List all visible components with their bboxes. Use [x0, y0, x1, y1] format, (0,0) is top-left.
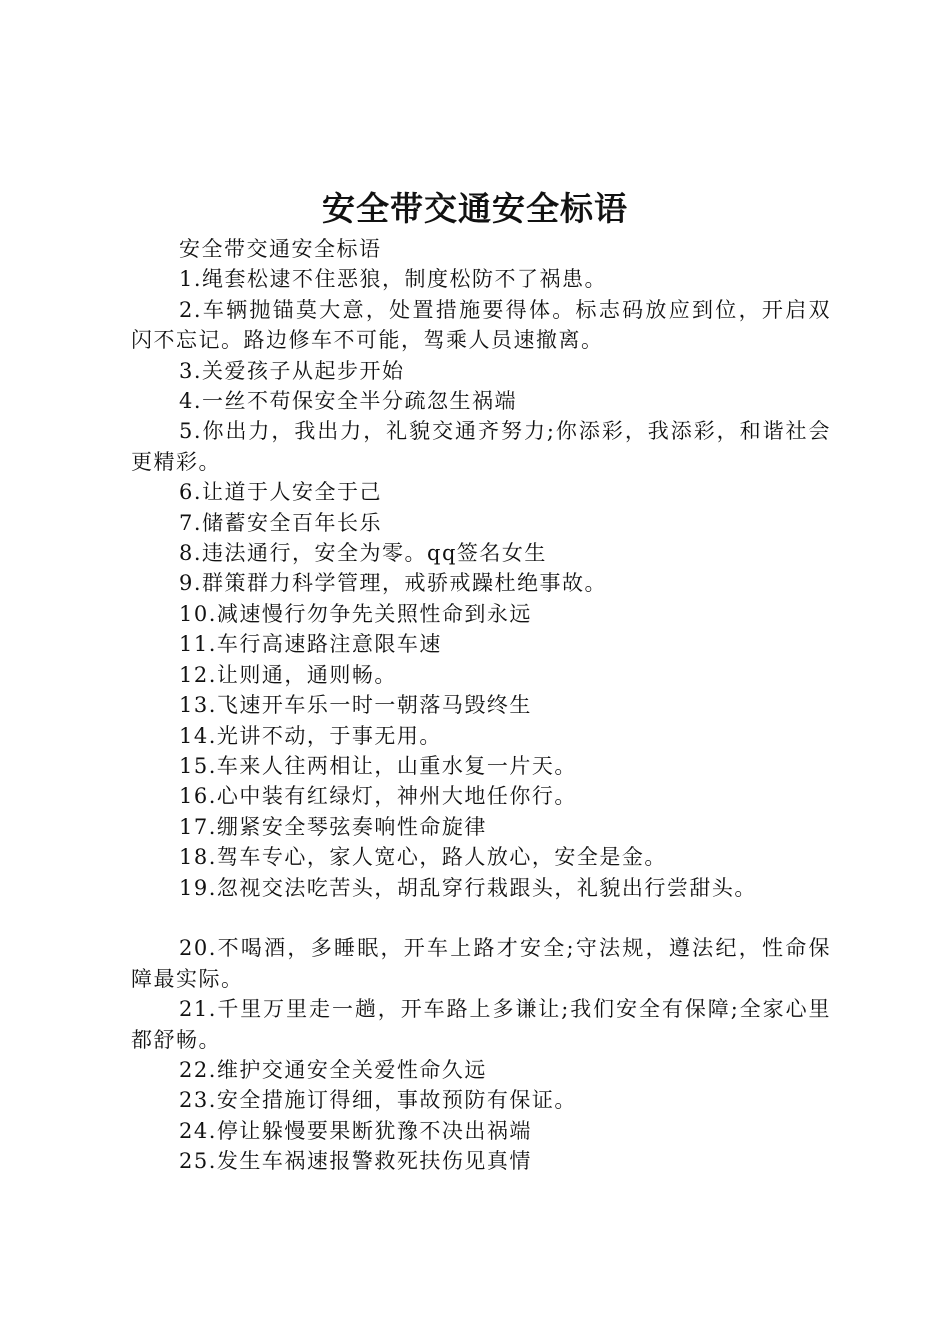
document-body — [131, 234, 831, 1177]
slogan-3: 3.关爱孩子从起步开始 — [179, 358, 405, 383]
slogan-20: 20.不喝酒，多睡眠，开车上路才安全;守法规，遵法纪，性命保障最实际。 — [131, 936, 831, 991]
slogan-11: 11.车行高速路注意限车速 — [179, 632, 442, 657]
slogan-25: 25.发生车祸速报警救死扶伤见真情 — [179, 1149, 532, 1174]
paragraph-heading: 安全带交通安全标语 — [179, 237, 382, 261]
slogan-6: 6.让道于人安全于己 — [179, 480, 383, 505]
slogan-23: 23.安全措施订得细，事故预防有保证。 — [179, 1088, 577, 1113]
slogan-5: 5.你出力，我出力，礼貌交通齐努力;你添彩，我添彩，和谐社会更精彩。 — [131, 419, 831, 474]
slogan-8: 8.违法通行，安全为零。qq签名女生 — [179, 541, 547, 566]
slogan-24: 24.停让躲慢要果断犹豫不决出祸端 — [179, 1118, 532, 1143]
slogan-13: 13.飞速开车乐一时一朝落马毁终生 — [179, 693, 532, 718]
slogan-4: 4.一丝不苟保安全半分疏忽生祸端 — [179, 389, 518, 414]
document-title: 安全带交通安全标语 — [322, 189, 628, 228]
slogan-2: 2.车辆抛锚莫大意，处置措施要得体。标志码放应到位，开启双闪不忘记。路边修车不可能，驾乘人员速撤离。 — [131, 297, 831, 353]
slogan-19: 19.忽视交法吃苦头，胡乱穿行栽跟头，礼貌出行尝甜头。 — [179, 875, 757, 900]
slogan-1: 1.绳套松逮不住恶狼，制度松防不了祸患。 — [179, 267, 608, 292]
slogan-22: 22.维护交通安全关爱性命久远 — [179, 1057, 487, 1082]
slogan-18: 18.驾车专心，家人宽心，路人放心，安全是金。 — [179, 845, 667, 870]
slogan-9: 9.群策群力科学管理，戒骄戒躁杜绝事故。 — [179, 571, 608, 596]
slogan-10: 10.减速慢行勿争先关照性命到永远 — [179, 601, 532, 626]
slogan-17: 17.绷紧安全琴弦奏响性命旋律 — [179, 814, 487, 839]
slogan-21: 21.千里万里走一趟，开车路上多谦让;我们安全有保障;全家心里都舒畅。 — [131, 997, 831, 1052]
slogan-12: 12.让则通，通则畅。 — [179, 662, 397, 687]
slogan-15: 15.车来人往两相让，山重水复一片天。 — [179, 753, 577, 778]
slogan-7: 7.储蓄安全百年长乐 — [179, 510, 383, 535]
slogan-14: 14.光讲不动，于事无用。 — [179, 723, 442, 748]
blank-line — [131, 903, 831, 933]
slogan-16: 16.心中装有红绿灯，神州大地任你行。 — [179, 784, 577, 809]
